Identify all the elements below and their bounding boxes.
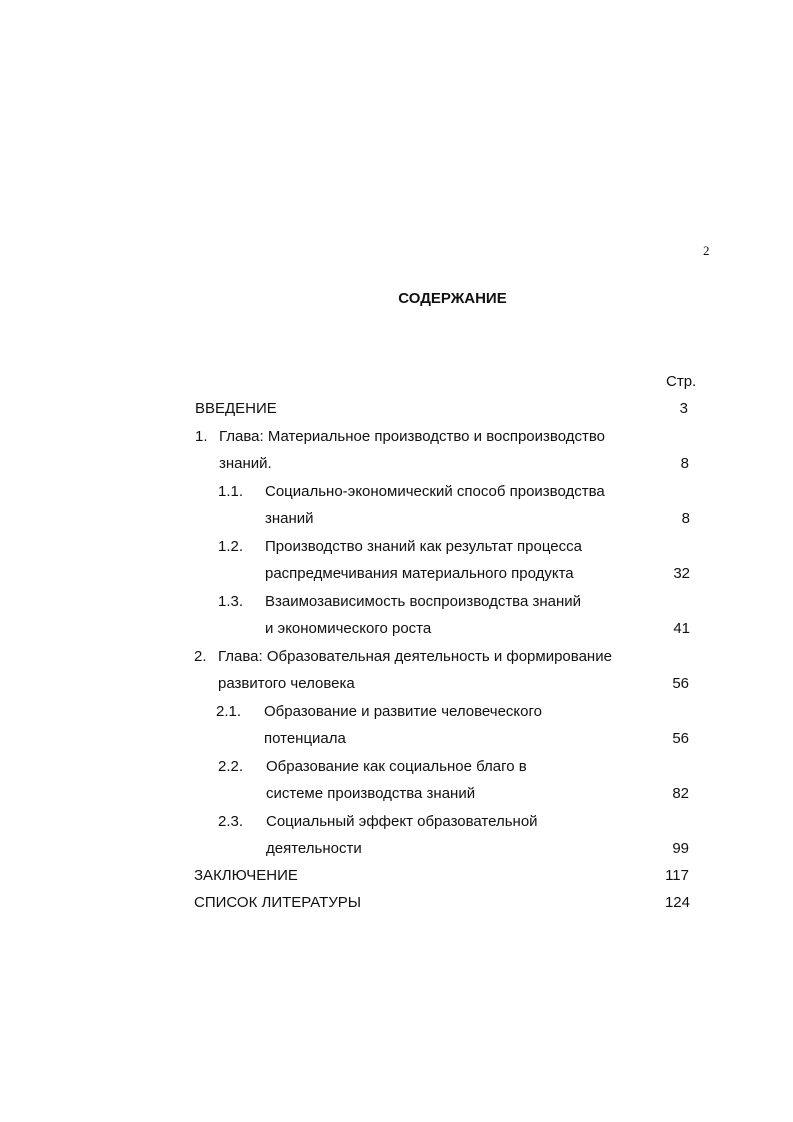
toc-entry-title: Социальный эффект образовательной [266,813,538,830]
toc-entry-number: 2.2. [218,758,244,775]
toc-entry-page: 8 [680,455,689,472]
toc-entry-number: 1.3. [218,593,244,610]
toc-entry-page: 3 [679,400,688,417]
toc-entry-page: 41 [673,620,690,637]
toc-entry-title-continued: потенциала [264,730,346,747]
toc-entry-title: Образование как социальное благо в [266,758,527,775]
toc-entry-number: 1.2. [218,538,244,555]
toc-entry-number: 2.3. [218,813,244,830]
toc-entry-title-continued: развитого человека [218,675,355,692]
toc-entry-page: 8 [681,510,690,527]
toc-entry-title-continued: распредмечивания материального продукта [265,565,574,582]
toc-entry-title-continued: знаний. [219,455,272,472]
toc-entry-page: 32 [673,565,690,582]
toc-entry-title: Глава: Материальное производство и воспроизводство [219,428,605,445]
toc-entry-page: 56 [672,675,689,692]
toc-entry-number: 1.1. [218,483,244,500]
toc-entry-page: 56 [672,730,689,747]
toc-entry-title: Образование и развитие человеческого [264,703,542,720]
page-column-header: Стр. [666,373,697,390]
toc-entry-title-continued: знаний [265,510,314,527]
toc-entry-title: Производство знаний как результат процесса [265,538,582,555]
toc-entry-title: ЗАКЛЮЧЕНИЕ [194,867,298,884]
toc-entry-title-continued: системе производства знаний [266,785,476,802]
toc-entry-number: 2. [194,648,207,665]
page-title: СОДЕРЖАНИЕ [398,290,507,307]
toc-entry-page: 82 [672,785,689,802]
toc-entry-title-continued: и экономического роста [265,620,432,637]
toc-entry-number: 2.1. [216,703,242,720]
toc-entry-title: Социально-экономический способ производства [265,483,605,500]
toc-entry-title-continued: деятельности [266,840,362,857]
toc-entry-title: Глава: Образовательная деятельность и формирование [218,648,612,665]
toc-entry-title: Взаимозависимость воспроизводства знаний [265,593,582,610]
toc-entry-title: СПИСОК ЛИТЕРАТУРЫ [194,894,362,911]
toc-entry-title: ВВЕДЕНИЕ [195,400,277,417]
toc-entry-page: 124 [664,894,690,911]
page-number: 2 [703,243,710,258]
toc-entry-page: 99 [672,840,689,857]
toc-entry-page: 117 [665,867,689,884]
toc-entry-number: 1. [195,428,208,445]
